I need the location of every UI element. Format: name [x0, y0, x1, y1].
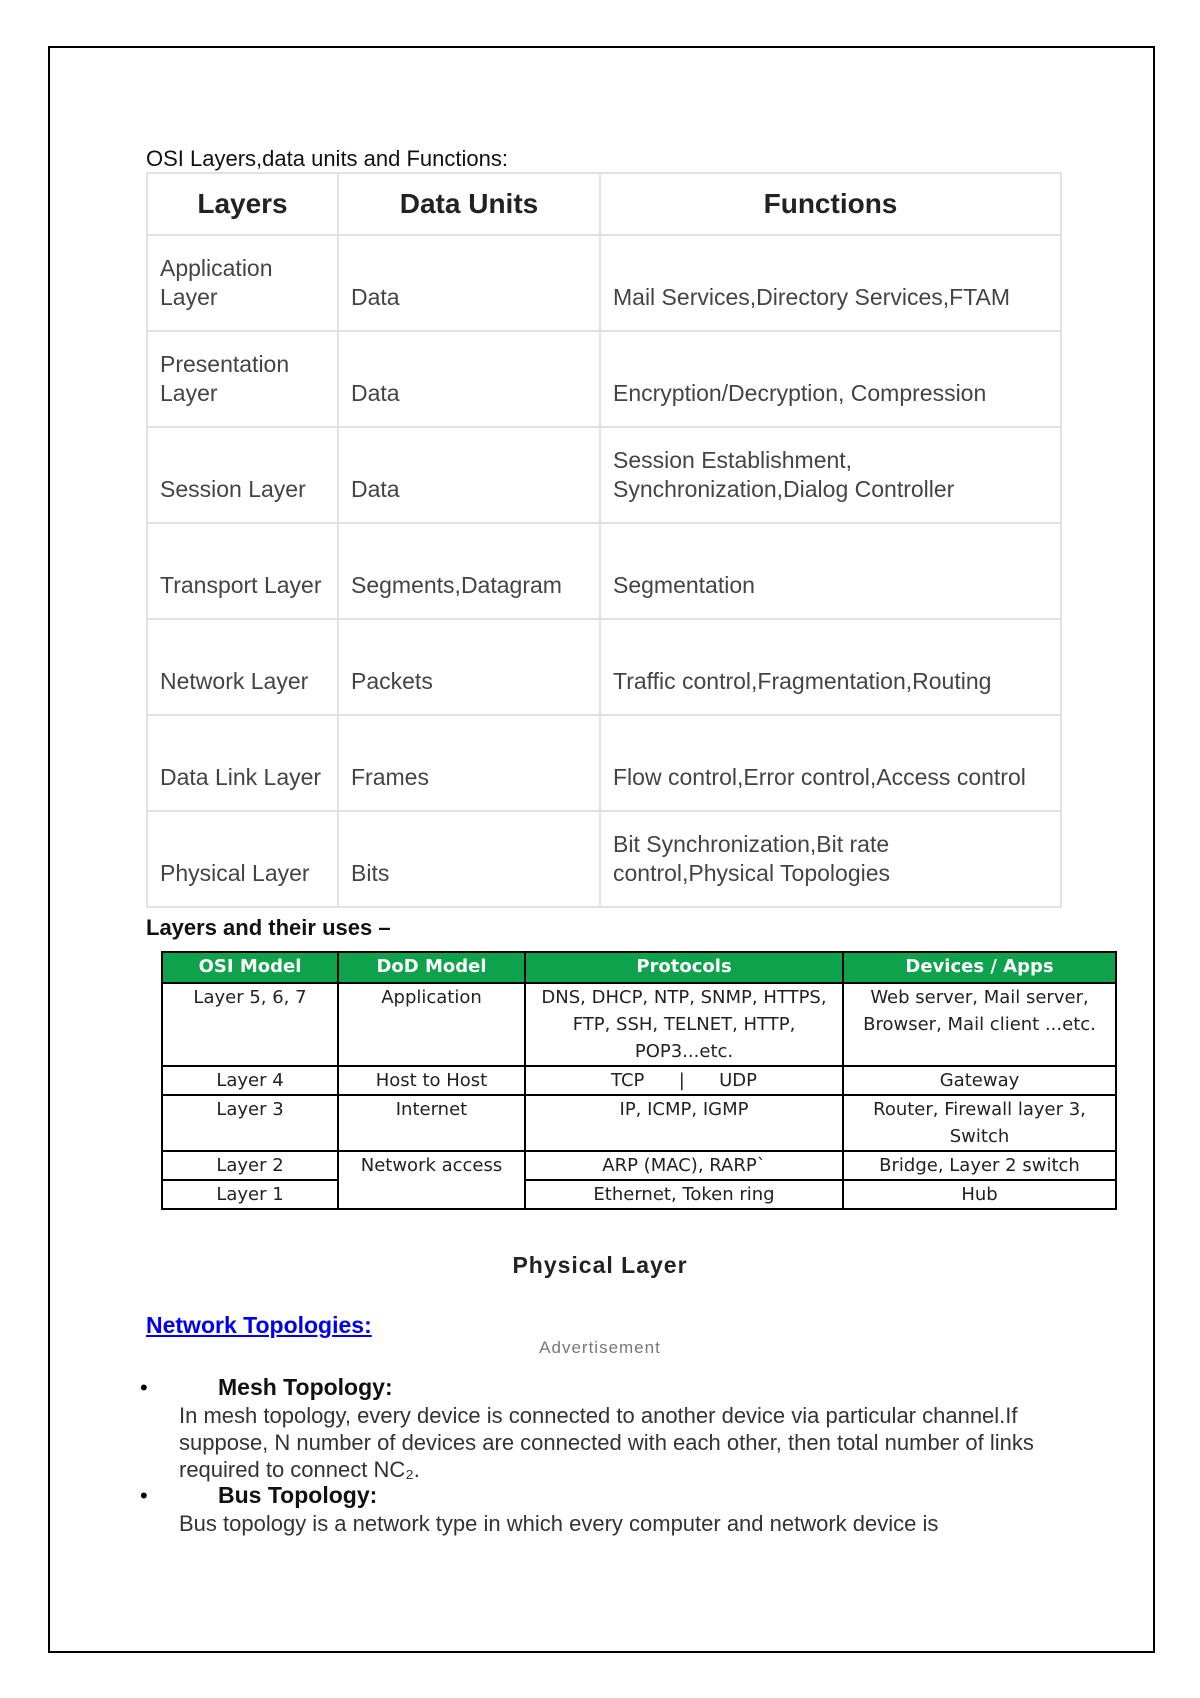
table-row	[147, 331, 1061, 427]
table-row	[147, 427, 1061, 523]
layer-cell: Data Link Layer	[147, 715, 338, 811]
osi-table-title: OSI Layers,data units and Functions:	[146, 146, 508, 171]
osi-cell: Layer 1	[162, 1180, 338, 1209]
osi-cell: Layer 5, 6, 7	[162, 983, 338, 1066]
uses-table-title: Layers and their uses –	[146, 915, 391, 940]
physical-layer-title: Physical Layer	[512, 1252, 688, 1278]
osi-layers-table	[146, 172, 1062, 908]
function-cell: Flow control,Error control,Access control	[600, 715, 1061, 811]
table-row	[147, 523, 1061, 619]
column-header-osi-model: OSI Model	[162, 952, 338, 983]
protocols-cell: ARP (MAC), RARP`	[525, 1151, 843, 1180]
table-row	[147, 235, 1061, 331]
table-header-row	[147, 173, 1061, 235]
osi-cell: Layer 4	[162, 1066, 338, 1095]
devices-cell: Router, Firewall layer 3, Switch	[843, 1095, 1116, 1151]
network-topologies-link[interactable]: Network Topologies:	[146, 1312, 372, 1338]
data-unit-cell: Data	[338, 331, 600, 427]
data-unit-cell: Bits	[338, 811, 600, 907]
layer-cell: Network Layer	[147, 619, 338, 715]
devices-cell: Web server, Mail server, Browser, Mail client ...etc.	[843, 983, 1116, 1066]
protocols-cell: TCP | UDP	[525, 1066, 843, 1095]
devices-cell: Gateway	[843, 1066, 1116, 1095]
bullet-icon: •	[140, 1483, 148, 1508]
table-row	[162, 1180, 1116, 1209]
dod-cell: Application	[338, 983, 525, 1066]
data-unit-cell: Packets	[338, 619, 600, 715]
data-unit-cell: Frames	[338, 715, 600, 811]
mesh-topology-text: In mesh topology, every device is connected to another device via particular channel.If suppose, N number of devices are connected with each other, then total number of links required to connect NC₂.	[179, 1403, 1034, 1482]
bus-topology-title: Bus Topology:	[218, 1482, 378, 1508]
bus-topology-text: Bus topology is a network type in which every computer and network device is	[179, 1511, 939, 1536]
layers-uses-table	[161, 951, 1117, 1210]
table-row	[162, 1151, 1116, 1180]
table-row	[147, 811, 1061, 907]
table-row	[162, 1095, 1116, 1151]
function-cell: Session Establishment, Synchronization,Dialog Controller	[600, 427, 1061, 523]
table-row	[162, 983, 1116, 1066]
protocols-cell: DNS, DHCP, NTP, SNMP, HTTPS, FTP, SSH, TELNET, HTTP, POP3...etc.	[525, 983, 843, 1066]
dod-cell: Network access	[338, 1151, 525, 1209]
layer-cell: Application Layer	[147, 235, 338, 331]
layer-cell: Presentation Layer	[147, 331, 338, 427]
devices-cell: Hub	[843, 1180, 1116, 1209]
table-header-row	[162, 952, 1116, 983]
layer-cell: Physical Layer	[147, 811, 338, 907]
table-row	[162, 1066, 1116, 1095]
layer-cell: Session Layer	[147, 427, 338, 523]
column-header-protocols: Protocols	[525, 952, 843, 983]
table-row	[147, 619, 1061, 715]
dod-cell: Host to Host	[338, 1066, 525, 1095]
function-cell: Encryption/Decryption, Compression	[600, 331, 1061, 427]
advertisement-label: Advertisement	[539, 1338, 661, 1357]
dod-cell: Internet	[338, 1095, 525, 1151]
protocols-cell: Ethernet, Token ring	[525, 1180, 843, 1209]
function-cell: Bit Synchronization,Bit rate control,Physical Topologies	[600, 811, 1061, 907]
column-header-functions: Functions	[600, 173, 1061, 235]
layer-cell: Transport Layer	[147, 523, 338, 619]
data-unit-cell: Data	[338, 235, 600, 331]
protocols-cell: IP, ICMP, IGMP	[525, 1095, 843, 1151]
osi-cell: Layer 2	[162, 1151, 338, 1180]
table-row	[147, 715, 1061, 811]
column-header-layers: Layers	[147, 173, 338, 235]
mesh-topology-title: Mesh Topology:	[218, 1374, 393, 1400]
bullet-icon: •	[140, 1375, 148, 1400]
devices-cell: Bridge, Layer 2 switch	[843, 1151, 1116, 1180]
column-header-dod-model: DoD Model	[338, 952, 525, 983]
column-header-data-units: Data Units	[338, 173, 600, 235]
function-cell: Segmentation	[600, 523, 1061, 619]
data-unit-cell: Segments,Datagram	[338, 523, 600, 619]
function-cell: Mail Services,Directory Services,FTAM	[600, 235, 1061, 331]
osi-cell: Layer 3	[162, 1095, 338, 1151]
column-header-devices-apps: Devices / Apps	[843, 952, 1116, 983]
function-cell: Traffic control,Fragmentation,Routing	[600, 619, 1061, 715]
data-unit-cell: Data	[338, 427, 600, 523]
